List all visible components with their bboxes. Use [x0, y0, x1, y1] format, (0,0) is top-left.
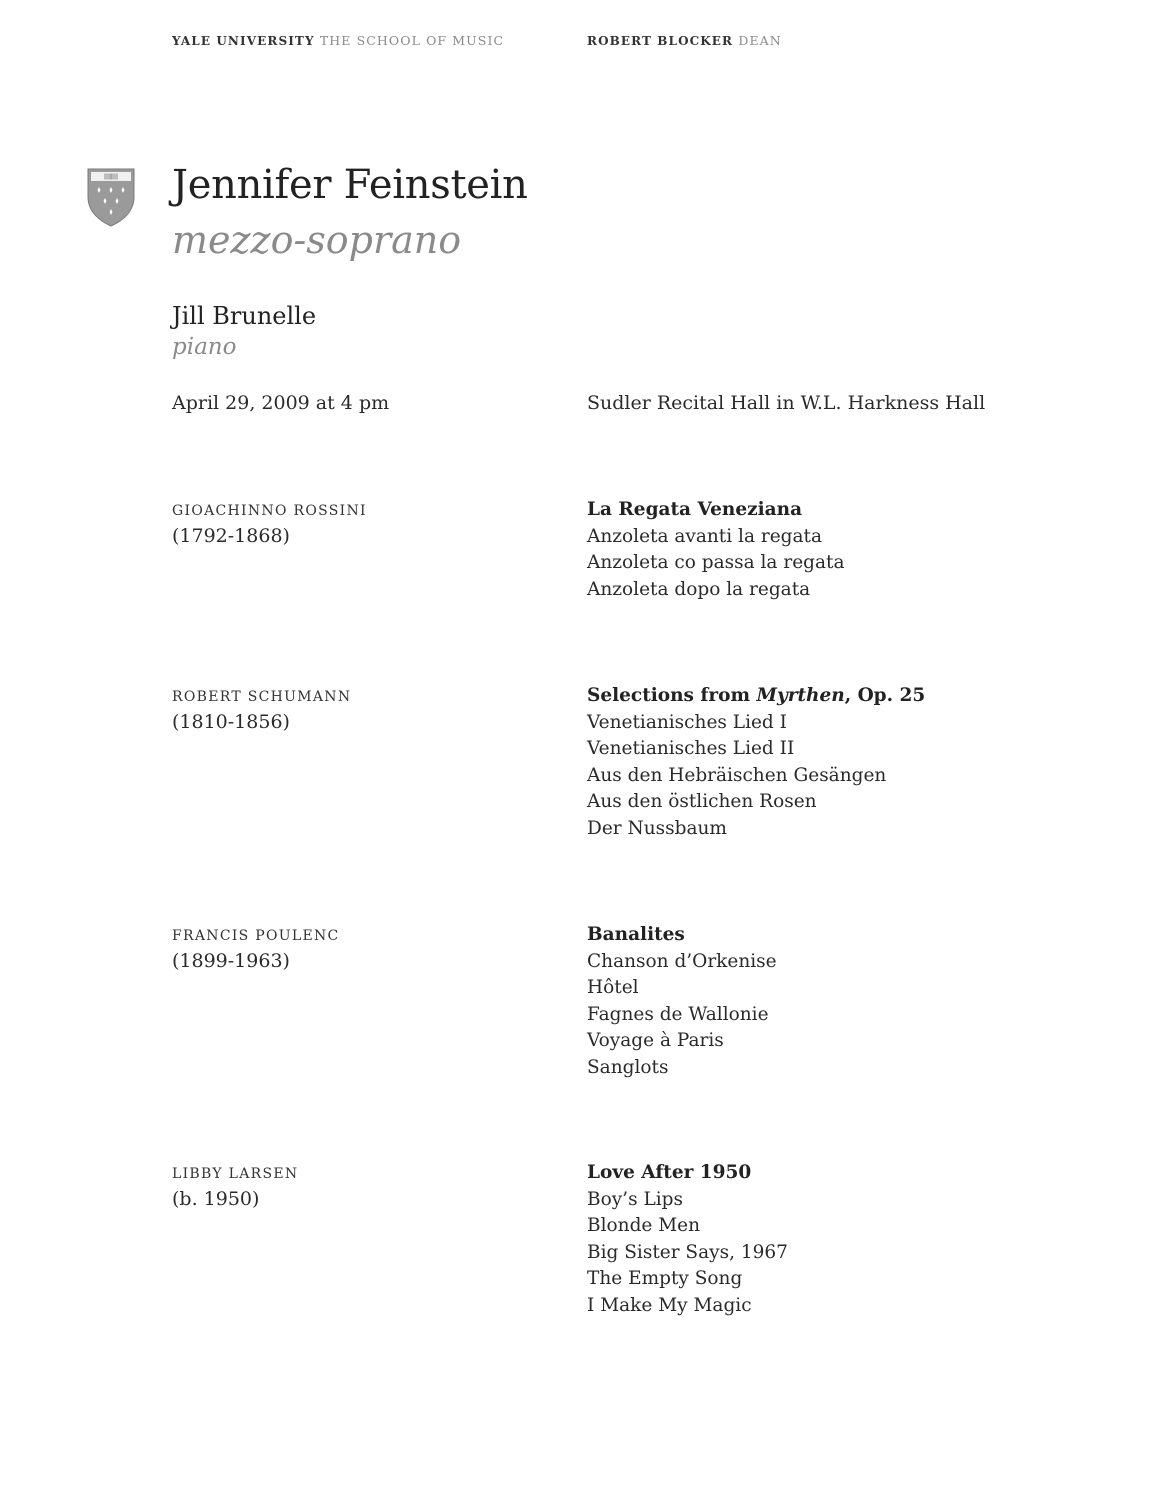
movement: Der Nussbaum: [587, 817, 727, 839]
movement: Aus den östlichen Rosen: [587, 791, 817, 813]
movement: Chanson d’Orkenise: [587, 950, 777, 972]
movement: Big Sister Says, 1967: [587, 1241, 788, 1263]
work-title: Banalites: [587, 924, 685, 945]
composer-dates: (1899-1963): [172, 950, 290, 972]
performer-voice: mezzo-soprano: [172, 218, 462, 262]
movement: Anzoleta avanti la regata: [587, 525, 822, 547]
composer-name: GIOACHINNO ROSSINI: [172, 503, 367, 519]
movement: Anzoleta dopo la regata: [587, 578, 811, 600]
movement: The Empty Song: [587, 1268, 743, 1290]
composer-dates: (1810-1856): [172, 711, 290, 733]
event-date: April 29, 2009 at 4 pm: [172, 392, 390, 414]
work: [587, 683, 1127, 843]
movement: Voyage à Paris: [587, 1030, 724, 1052]
work: [587, 922, 1127, 1082]
event-venue: Sudler Recital Hall in W.L. Harkness Hall: [587, 392, 986, 414]
movement: Boy’s Lips: [587, 1188, 683, 1210]
work-title: Love After 1950: [587, 1162, 752, 1183]
movement: Anzoleta co passa la regata: [587, 552, 845, 574]
work: [587, 497, 1127, 603]
accompanist-name: Jill Brunelle: [172, 302, 317, 330]
dean-title: DEAN: [738, 33, 782, 48]
movement: Fagnes de Wallonie: [587, 1003, 769, 1025]
work-title: Selections from Myrthen, Op. 25: [587, 685, 926, 706]
composer-name: FRANCIS POULENC: [172, 928, 340, 944]
movement: Venetianisches Lied I: [587, 711, 787, 733]
composer-name: LIBBY LARSEN: [172, 1166, 299, 1182]
movement: Hôtel: [587, 977, 639, 999]
movement: I Make My Magic: [587, 1294, 752, 1316]
accompanist-instrument: piano: [172, 334, 237, 360]
school-name: THE SCHOOL OF MUSIC: [319, 33, 505, 48]
composer-name: ROBERT SCHUMANN: [172, 689, 352, 705]
composer-dates: (1792-1868): [172, 525, 290, 547]
work-title: La Regata Veneziana: [587, 499, 803, 520]
institution-name: YALE UNIVERSITY: [172, 34, 315, 48]
movement: Venetianisches Lied II: [587, 738, 795, 760]
performer-name: Jennifer Feinstein: [172, 162, 528, 208]
movement: Blonde Men: [587, 1215, 701, 1237]
dean-name: ROBERT BLOCKER: [587, 34, 734, 48]
movement: Aus den Hebräischen Gesängen: [587, 764, 887, 786]
movement: Sanglots: [587, 1056, 669, 1078]
work: [587, 1160, 1127, 1320]
composer-dates: (b. 1950): [172, 1188, 260, 1210]
